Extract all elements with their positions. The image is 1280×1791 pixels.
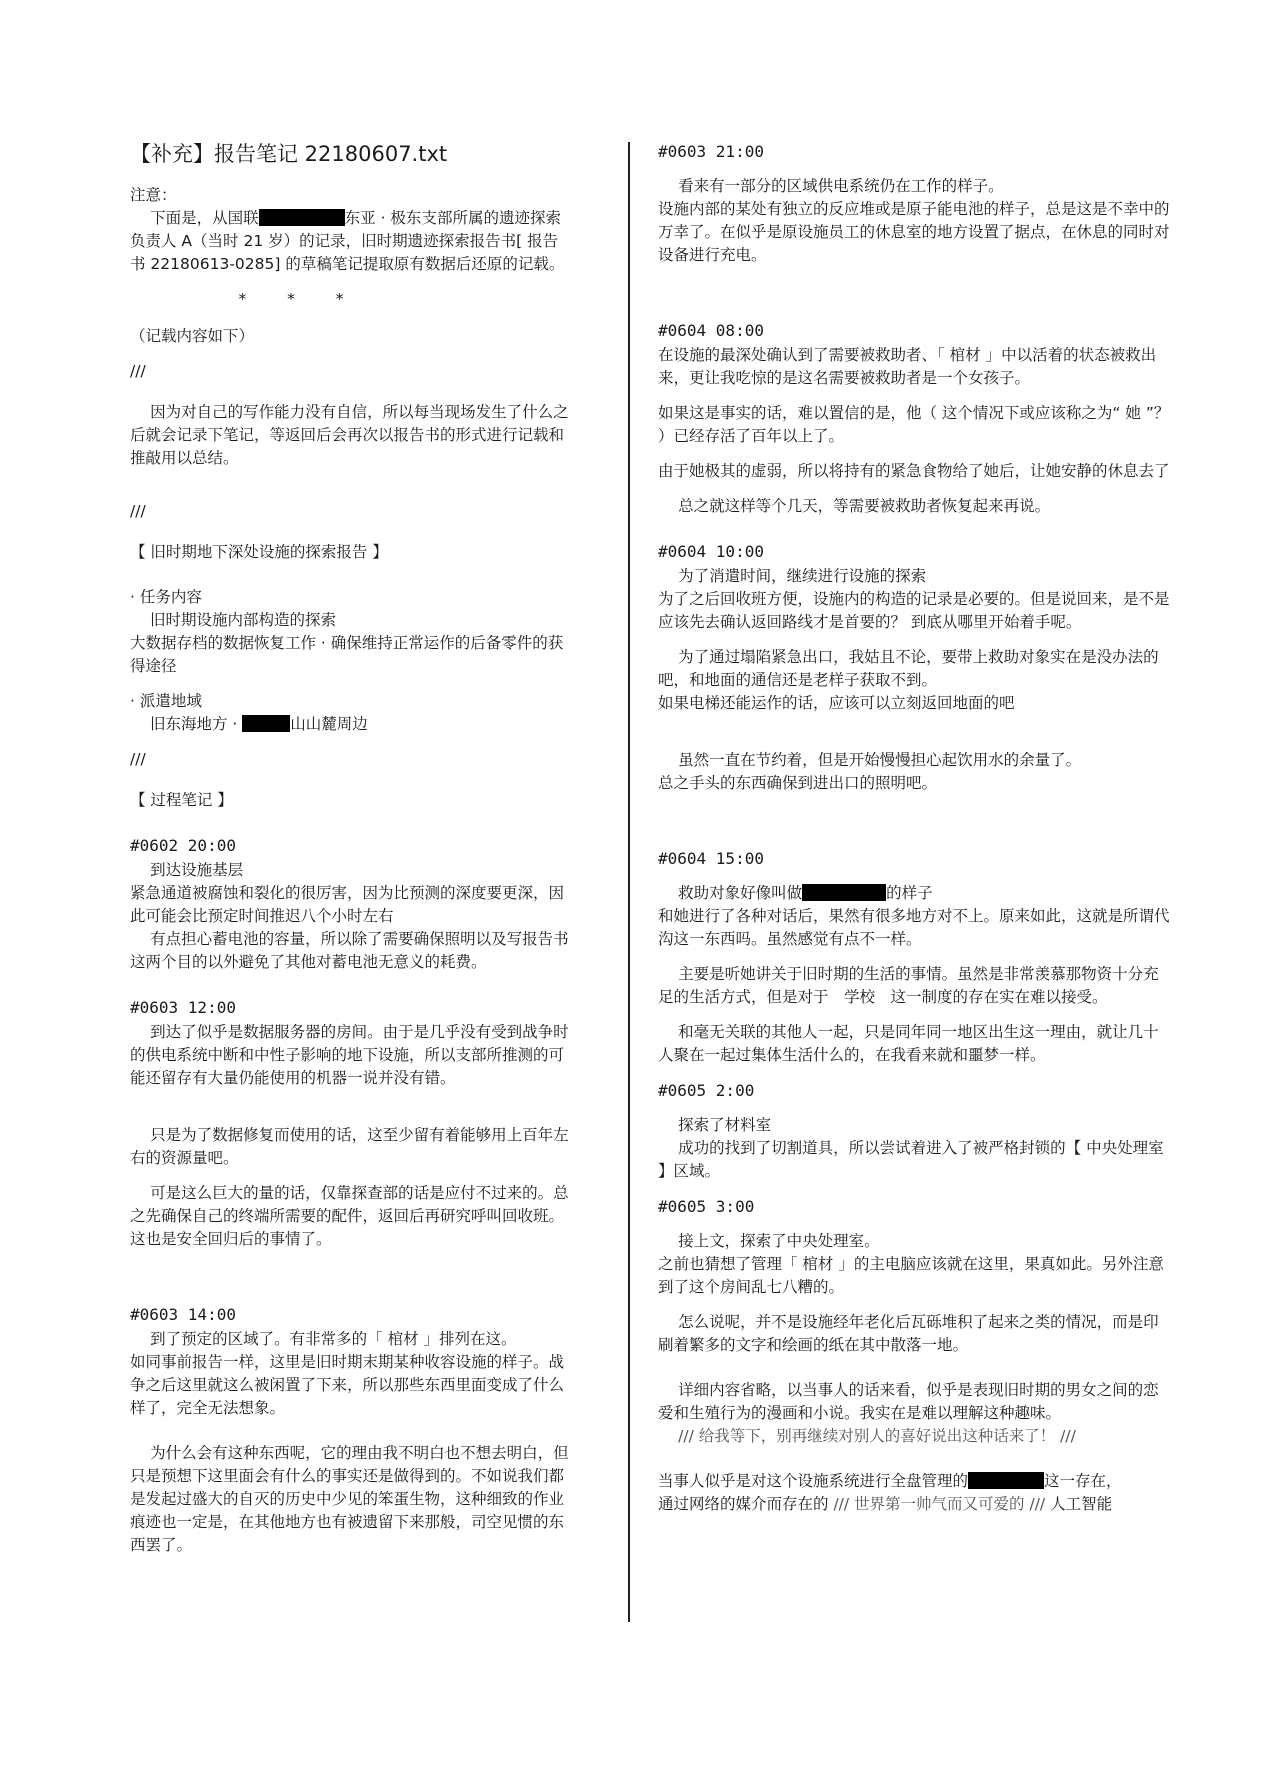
entry-text bbox=[658, 1470, 1170, 1493]
entry-text: 如果这是事实的话，难以置信的是，他（ 这个情况下或应该称之为“ 她 ”？ ）已经存活了百年以上了。 bbox=[658, 404, 1170, 445]
entry-text: 到达了似乎是数据服务器的房间。由于是几乎没有受到战争时的供电系统中断和中性子影响的地下设施，所以支部所推测的可能还留存有大量仍能使用的机器一说并没有错。 bbox=[130, 1023, 569, 1087]
document-title: 【补充】报告笔记 22180607.txt bbox=[130, 142, 448, 166]
entry-text-a: 救助对象好像叫做 bbox=[678, 884, 803, 902]
area-label: · 派遣地域 bbox=[130, 692, 202, 710]
entry-text: 详细内容省略，以当事人的话来看，似乎是表现旧时期的男女之间的恋爱和生殖行为的漫画和小说。我实在是难以理解这种趣味。 bbox=[658, 1381, 1159, 1422]
entry-text-c: 人工智能 bbox=[1050, 1495, 1113, 1513]
entry-text-b: 的样子 bbox=[886, 884, 933, 902]
entry-text: 怎么说呢，并不是设施经年老化后瓦砾堆积了起来之类的情况，而是印刷着繁多的文字和绘画的纸在其中散落一地。 bbox=[658, 1313, 1159, 1354]
entry-text: 成功的找到了切割道具，所以尝试着进入了被严格封锁的【 中央处理室 】区域。 bbox=[658, 1139, 1164, 1180]
redacted-bar bbox=[259, 209, 345, 226]
report-title: 【 旧时期地下深处设施的探索报告 】 bbox=[130, 543, 388, 561]
separator: /// bbox=[130, 362, 146, 380]
content-label: （记载内容如下） bbox=[130, 327, 255, 345]
entry-text: 只是为了数据修复而使用的话，这至少留有着能够用上百年左右的资源量吧。 bbox=[130, 1126, 569, 1167]
entry-text: 之前也猜想了管理「 棺材 」的主电脑应该就在这里，果真如此。另外注意到了这个房间乱七八糟的。 bbox=[658, 1255, 1164, 1296]
process-label: 【 过程笔记 】 bbox=[130, 791, 233, 809]
entry-timestamp: #0604 15:00 bbox=[658, 849, 764, 868]
entry-timestamp: #0604 08:00 bbox=[658, 321, 764, 340]
entry-text: 为了之后回收班方便，设施内的构造的记录是必要的。但是说回来，是不是应该先去确认返回路线才是首要的？ 到底从哪里开始着手呢。 bbox=[658, 590, 1170, 631]
note-text-a: 下面是，从国联 bbox=[150, 209, 259, 227]
entry-text bbox=[658, 1493, 1170, 1516]
entry-text: 和毫无关联的其他人一起，只是同年同一地区出生这一理由，就让几十人聚在一起过集体生活什么的，在我看来就和噩梦一样。 bbox=[658, 1023, 1159, 1064]
note-text-b: 东亚 · 极东支部所属的遗迹探索负责人 A（当时 21 岁）的记录，旧时期遗迹探索报告书[ 报告书 22180613-0285] 的草稿笔记提取原有数据后还原的记载。 bbox=[130, 209, 565, 273]
entry-text-b: 这一存在， bbox=[1044, 1472, 1122, 1490]
entry-text-a: 当事人似乎是对这个设施系统进行全盘管理的 bbox=[658, 1472, 969, 1490]
entry-text: 如果电梯还能运作的话，应该可以立刻返回地面的吧 bbox=[658, 694, 1015, 712]
entry-text: 为了通过塌陷紧急出口，我姑且不论，要带上救助对象实在是没办法的吧，和地面的通信还是老样子获取不到。 bbox=[658, 648, 1159, 689]
entry-text-a: 通过网络的媒介而存在的 bbox=[658, 1495, 829, 1513]
entry-timestamp: #0603 12:00 bbox=[130, 998, 236, 1017]
entry-text: 为了消遣时间，继续进行设施的探索 bbox=[678, 567, 927, 585]
intro-paragraph: 因为对自己的写作能力没有自信，所以每当现场发生了什么之后就会记录下笔记，等返回后会再次以报告书的形式进行记载和推敲用以总结。 bbox=[130, 403, 569, 467]
entry-text: 接上文，探索了中央处理室。 bbox=[678, 1232, 880, 1250]
entry-text: 总之就这样等个几天，等需要被救助者恢复起来再说。 bbox=[678, 497, 1051, 515]
separator: /// bbox=[130, 750, 146, 768]
entry-text: 虽然一直在节约着，但是开始慢慢担心起饮用水的余量了。 bbox=[678, 751, 1082, 769]
note-text bbox=[130, 207, 570, 276]
separator: /// bbox=[130, 502, 146, 520]
left-column bbox=[130, 140, 570, 1557]
entry-timestamp: #0605 2:00 bbox=[658, 1081, 755, 1100]
entry-text: 看来有一部分的区域供电系统仍在工作的样子。 bbox=[678, 177, 1004, 195]
entry-timestamp: #0604 10:00 bbox=[658, 542, 764, 561]
entry-text: 在设施的最深处确认到了需要被救助者、「 棺材 」中以活着的状态被救出来，更让我吃惊的是这名需要被救助者是一个女孩子。 bbox=[658, 346, 1157, 387]
area-value-b: 山山麓周边 bbox=[290, 715, 368, 733]
area-value bbox=[130, 713, 570, 736]
entry-text: 到达设施基层 bbox=[150, 861, 244, 879]
entry-text: 紧急通道被腐蚀和裂化的很厉害，因为比预测的深度要更深，因此可能会比预定时间推迟八个小时左右 bbox=[130, 884, 565, 925]
entry-text: 为什么会有这种东西呢，它的理由我不明白也不想去明白，但只是预想下这里面会有什么的事实还是做得到的。不如说我们都是发起过盛大的自灭的历史中少见的笨蛋生物，这种细致的作业痕迹也一定是，在其他地方也有被遗留下来那般，司空见惯的东西罢了。 bbox=[130, 1444, 569, 1554]
entry-text bbox=[658, 882, 1170, 905]
task-label: · 任务内容 bbox=[130, 588, 202, 606]
redacted-bar bbox=[242, 715, 290, 732]
task-item: 旧时期设施内部构造的探索 bbox=[150, 611, 337, 629]
entry-text: 可是这么巨大的量的话，仅靠探查部的话是应付不过来的。总之先确保自己的终端所需要的配件，返回后再研究呼叫回收班。这也是安全回归后的事情了。 bbox=[130, 1184, 569, 1248]
entry-timestamp: #0602 20:00 bbox=[130, 836, 236, 855]
entry-text: 主要是听她讲关于旧时期的生活的事情。虽然是非常羡慕那物资十分充足的生活方式，但是对于 学校 这一制度的存在实在难以接受。 bbox=[658, 965, 1159, 1006]
entry-text: 和她进行了各种对话后，果然有很多地方对不上。原来如此，这就是所谓代沟这一东西吗。虽然感觉有点不一样。 bbox=[658, 907, 1170, 948]
column-divider bbox=[628, 142, 630, 1622]
entry-text: 如同事前报告一样，这里是旧时期末期某种收容设施的样子。战争之后这里就这么被闲置了下来，所以那些东西里面变成了什么样了，完全无法想象。 bbox=[130, 1353, 565, 1417]
redacted-bar bbox=[968, 1472, 1044, 1489]
entry-text: 探索了材料室 bbox=[678, 1116, 772, 1134]
area-value-a: 旧东海地方 · bbox=[150, 715, 238, 733]
entry-timestamp: #0605 3:00 bbox=[658, 1197, 755, 1216]
section-stars: * * * bbox=[238, 290, 362, 308]
entry-timestamp: #0603 21:00 bbox=[658, 142, 764, 161]
entry-text: 有点担心蓄电池的容量，所以除了需要确保照明以及写报告书这两个目的以外避免了其他对蓄电池无意义的耗费。 bbox=[130, 930, 569, 971]
entry-timestamp: #0603 14:00 bbox=[130, 1305, 236, 1324]
task-item: 大数据存档的数据恢复工作 · 确保维持正常运作的后备零件的获得途径 bbox=[130, 634, 564, 675]
entry-text: 设施内部的某处有独立的反应堆或是原子能电池的样子，总是这是不幸中的万幸了。在似乎是原设施员工的休息室的地方设置了据点，在休息的同时对设备进行充电。 bbox=[658, 200, 1170, 264]
entry-text: 由于她极其的虚弱，所以将持有的紧急食物给了她后，让她安静的休息去了 bbox=[658, 462, 1170, 480]
entry-aside: /// 给我等下，别再继续对别人的喜好说出这种话来了！ /// bbox=[678, 1427, 1076, 1445]
entry-text: 总之手头的东西确保到进出口的照明吧。 bbox=[658, 774, 938, 792]
entry-aside: /// 世界第一帅气而又可爱的 /// bbox=[833, 1495, 1046, 1513]
entry-text: 到了预定的区域了。有非常多的「 棺材 」排列在这。 bbox=[150, 1330, 517, 1348]
right-column bbox=[658, 140, 1170, 1516]
note-label: 注意： bbox=[130, 186, 177, 204]
redacted-bar bbox=[802, 884, 886, 901]
